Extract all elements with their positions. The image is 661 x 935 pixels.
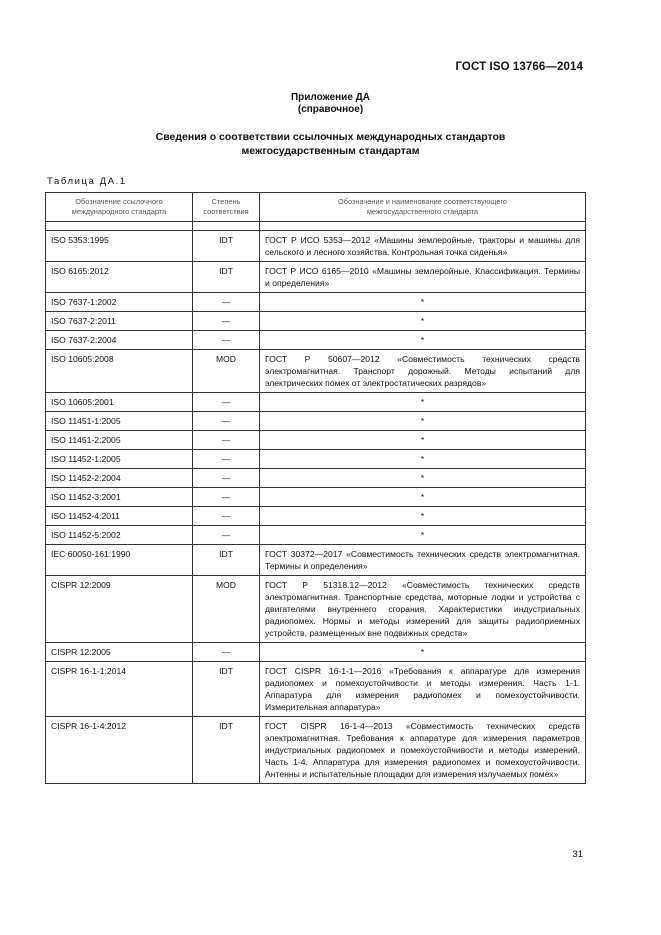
table-row xyxy=(46,262,586,293)
cell-degree: IDT xyxy=(193,662,260,717)
cell-national-standard: * xyxy=(260,331,586,350)
cell-national-standard: ГОСТ CISPR 16-1-4—2013 «Совместимость технических средств электромагнитная. Требования к аппаратуре для измерения параметров индустриальных радиопомех и помехоустойчивости и методы измерений. Часть 1-4. Аппаратура для измерения радиопомех и помехоустойчивости. Антенны и испытательные площадки для измерения излучаемых помех» xyxy=(260,717,586,784)
header-intl-standard xyxy=(46,193,193,222)
cell-intl-standard: ISO 11451-1:2005 xyxy=(46,412,193,431)
cell-intl-standard: ISO 6165:2012 xyxy=(46,262,193,293)
cell-national-standard: ГОСТ Р ИСО 5353—2012 «Машины землеройные, тракторы и машины для сельского и лесного хозяйства. Контрольная точка сиденья» xyxy=(260,231,586,262)
table-row xyxy=(46,393,586,412)
header-degree-line2: соответствия xyxy=(203,207,249,216)
table-row xyxy=(46,643,586,662)
header-intl-line2: международного стандарта xyxy=(71,207,167,216)
cell-intl-standard: ISO 10605:2008 xyxy=(46,350,193,393)
section-title xyxy=(0,130,661,158)
table-header-row xyxy=(46,193,586,222)
correspondence-table xyxy=(45,192,586,784)
table-row xyxy=(46,450,586,469)
table-row xyxy=(46,431,586,450)
cell-national-standard: * xyxy=(260,469,586,488)
table-row xyxy=(46,350,586,393)
header-national-standard xyxy=(260,193,586,222)
cell-degree: — xyxy=(193,312,260,331)
cell-intl-standard: ISO 11451-2:2005 xyxy=(46,431,193,450)
cell-intl-standard: ISO 11452-4:2011 xyxy=(46,507,193,526)
cell-degree: MOD xyxy=(193,576,260,643)
cell-degree: — xyxy=(193,393,260,412)
table-row xyxy=(46,231,586,262)
cell-intl-standard: ISO 10605:2001 xyxy=(46,393,193,412)
table-row xyxy=(46,576,586,643)
cell-national-standard: ГОСТ Р 50607—2012 «Совместимость технических средств электромагнитная. Транспорт дорожный. Методы испытаний для электрических помех от электростатических разрядов» xyxy=(260,350,586,393)
document-code: ГОСТ ISO 13766—2014 xyxy=(455,61,583,73)
cell-intl-standard: ISO 11452-5:2002 xyxy=(46,526,193,545)
cell-intl-standard: ISO 11452-3:2001 xyxy=(46,488,193,507)
cell-national-standard: * xyxy=(260,450,586,469)
cell-national-standard: ГОСТ 30372—2017 «Совместимость технических средств электромагнитная. Термины и определения» xyxy=(260,545,586,576)
cell-intl-standard: ISO 7637-2:2004 xyxy=(46,331,193,350)
cell-national-standard: * xyxy=(260,431,586,450)
cell-intl-standard: CISPR 12:2005 xyxy=(46,643,193,662)
table-row xyxy=(46,469,586,488)
section-title-line2: межгосударственным стандартам xyxy=(241,145,420,157)
cell-national-standard: * xyxy=(260,488,586,507)
cell-national-standard: * xyxy=(260,293,586,312)
cell-national-standard: ГОСТ Р 51318.12—2012 «Совместимость технических средств электромагнитная. Транспортные средства, моторные лодки и устройства с двигателями внутреннего сгорания. Характеристики индустриальных радиопомех. Нормы и методы измерений для защиты радиоприемных устройств, размещенных вне подвижных средств» xyxy=(260,576,586,643)
table-row xyxy=(46,412,586,431)
header-degree xyxy=(193,193,260,222)
cell-intl-standard: CISPR 16-1-1:2014 xyxy=(46,662,193,717)
cell-intl-standard: ISO 5353:1995 xyxy=(46,231,193,262)
table-row xyxy=(46,717,586,784)
table-row xyxy=(46,331,586,350)
cell-intl-standard: IEC 60050-161:1990 xyxy=(46,545,193,576)
cell-intl-standard: ISO 7637-1:2002 xyxy=(46,293,193,312)
cell-national-standard: * xyxy=(260,412,586,431)
cell-degree: IDT xyxy=(193,231,260,262)
cell-intl-standard: ISO 11452-1:2005 xyxy=(46,450,193,469)
cell-intl-standard: CISPR 12:2009 xyxy=(46,576,193,643)
header-intl-line1: Обозначение ссылочного xyxy=(75,197,163,206)
cell-national-standard: ГОСТ Р ИСО 6165—2010 «Машины землеройные. Классификация. Термины и определения» xyxy=(260,262,586,293)
header-nat-line1: Обозначение и наименование соответствующего xyxy=(337,197,508,206)
cell-degree: IDT xyxy=(193,545,260,576)
cell-degree: IDT xyxy=(193,717,260,784)
page-number: 31 xyxy=(572,849,583,860)
table-body xyxy=(46,222,586,784)
table-row xyxy=(46,293,586,312)
cell-degree: — xyxy=(193,431,260,450)
appendix-label: Приложение ДА xyxy=(290,92,371,103)
cell-degree: — xyxy=(193,488,260,507)
cell-intl-standard: ISO 11452-2:2004 xyxy=(46,469,193,488)
cell-degree: — xyxy=(193,469,260,488)
cell-degree: — xyxy=(193,643,260,662)
table-row xyxy=(46,526,586,545)
table-label: Таблица ДА.1 xyxy=(47,176,127,187)
table-row xyxy=(46,488,586,507)
cell-degree: — xyxy=(193,412,260,431)
cell-degree: IDT xyxy=(193,262,260,293)
cell-national-standard: ГОСТ CISPR 16-1-1—2016 «Требования к аппаратуре для измерения радиопомех и помехоустойчивости и методы измерения. Часть 1-1. Аппаратура для измерения радиопомех и помехоустойчивости. Измерительная аппаратура» xyxy=(260,662,586,717)
appendix-kind: (справочное) xyxy=(297,104,364,115)
header-nat-line2: межгосударственного стандарта xyxy=(366,207,479,216)
cell-intl-standard: ISO 7637-2:2011 xyxy=(46,312,193,331)
cell-degree: — xyxy=(193,293,260,312)
cell-national-standard: * xyxy=(260,312,586,331)
cell-degree: — xyxy=(193,331,260,350)
appendix-heading xyxy=(0,92,661,116)
cell-degree: — xyxy=(193,450,260,469)
section-title-line1: Сведения о соответствии ссылочных международных стандартов xyxy=(155,131,506,143)
cell-degree: — xyxy=(193,526,260,545)
header-degree-line1: Степень xyxy=(211,197,241,206)
cell-national-standard: * xyxy=(260,393,586,412)
cell-degree: MOD xyxy=(193,350,260,393)
cell-national-standard: * xyxy=(260,526,586,545)
cell-national-standard: * xyxy=(260,507,586,526)
cell-national-standard: * xyxy=(260,643,586,662)
cell-intl-standard: CISPR 16-1-4:2012 xyxy=(46,717,193,784)
table-row xyxy=(46,662,586,717)
table-row xyxy=(46,545,586,576)
table-spacer-row xyxy=(46,222,586,231)
table-row xyxy=(46,507,586,526)
cell-degree: — xyxy=(193,507,260,526)
table-row xyxy=(46,312,586,331)
